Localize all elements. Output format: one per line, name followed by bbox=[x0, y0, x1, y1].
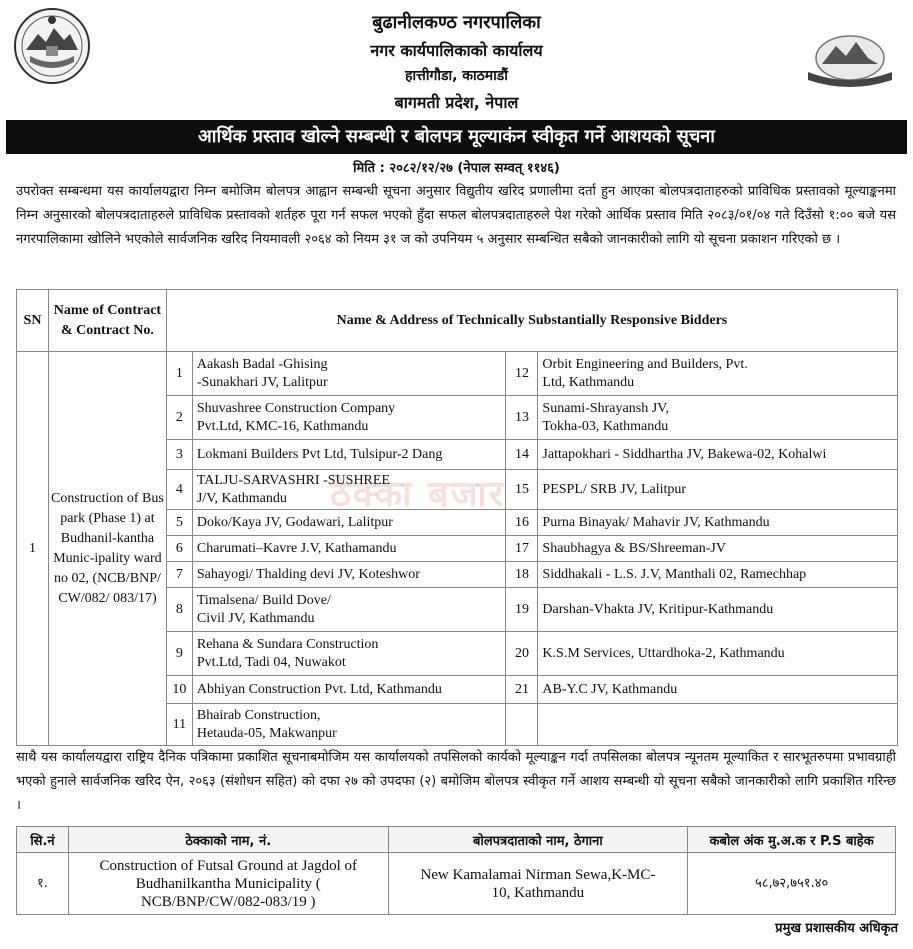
col-header-contract: Name of Contract & Contract No. bbox=[48, 290, 166, 352]
bidder-number: 9 bbox=[166, 632, 192, 676]
bidder-number: 6 bbox=[166, 536, 192, 562]
award-sn: १. bbox=[17, 853, 69, 915]
bidder-name: Rehana & Sundara Construction Pvt.Ltd, Tadi 04, Nuwakot bbox=[192, 632, 506, 676]
bidder-number: 11 bbox=[166, 704, 192, 746]
contract-name: Construction of Bus park (Phase 1) at Budhanil-kantha Munic-ipality ward no 02, (NCB/BNP/ CW/082/ 083/17) bbox=[48, 352, 166, 746]
intent-paragraph: साथै यस कार्यालयद्वारा राष्ट्रिय दैनिक पत्रिकामा प्रकाशित सूचनाबमोजिम यस कार्यालयको तपसिलको कार्यको मूल्याङ्कन गर्दा तपसिलका बोलपत्र न्यूनतम मूल्याकित र सारभूतरुपमा प्रभावग्राही भएको हुनाले सार्वजनिक खरिद ऐन, २०६३ (संशोधन सहित) को दफा २७ को उपदफा (२) बमोजिम बोलपत्र स्वीकृत गर्ने आशय सम्बन्धी यो सूचना सबैको जानकारीको लागि प्रकाशित गरिन्छ । bbox=[16, 750, 896, 813]
bidder-name bbox=[538, 704, 898, 746]
bidder-name: Jattapokhari - Siddhartha JV, Bakewa-02, Kohalwi bbox=[538, 440, 898, 470]
bidder-number: 19 bbox=[506, 588, 538, 632]
bidder-number: 1 bbox=[166, 352, 192, 396]
bidder-name: AB-Y.C JV, Kathmandu bbox=[538, 676, 898, 704]
notice-title: आर्थिक प्रस्ताव खोल्ने सम्बन्धी र बोलपत्र मूल्याकंन स्वीकृत गर्ने आशयको सूचना bbox=[6, 120, 907, 154]
bidder-name: Darshan-Vhakta JV, Kritipur-Kathmandu bbox=[538, 588, 898, 632]
bidder-name: Shuvashree Construction Company Pvt.Ltd, KMC-16, Kathmandu bbox=[192, 396, 506, 440]
award-bidder: New Kamalamai Nirman Sewa,K-MC-10, Kathmandu bbox=[388, 853, 688, 915]
bidder-number: 18 bbox=[506, 562, 538, 588]
bidder-number: 3 bbox=[166, 440, 192, 470]
bidder-name: Doko/Kaya JV, Godawari, Lalitpur bbox=[192, 510, 506, 536]
bidder-number: 13 bbox=[506, 396, 538, 440]
bidder-number: 8 bbox=[166, 588, 192, 632]
bidder-number: 4 bbox=[166, 470, 192, 510]
signatory-title: प्रमुख प्रशासकीय अधिकृत bbox=[775, 921, 898, 936]
bidder-number: 17 bbox=[506, 536, 538, 562]
bidder-number: 20 bbox=[506, 632, 538, 676]
intro-paragraph: उपरोक्त सम्बन्धमा यस कार्यालयद्वारा निम्न बमोजिम बोलपत्र आह्वान सम्बन्धी सूचना अनुसार विद्युतीय खरिद प्रणालीमा दर्ता हुन आएका बोलपत्रदाताहरुको प्राविधिक प्रस्तावको मूल्याङ्कनमा निम्न अनुसारको बोलपत्रदाताहरुले प्राविधिक प्रस्तावको शर्तहरु पूरा गर्न सफल भएको हुँदा सफल बोलपत्रदाताहरुले पेश गरेको आर्थिक प्रस्ताव मिति २०८३/०१/०४ गते दिउँसो १:०० बजे यस नगरपालिकामा खोलिने भएकोले सार्वजनिक खरिद नियमावली २०६४ को नियम ३१ ज को उपनियम ५ अनुसार सम्बन्धित सबैको जानकारीको लागि यो सूचना प्रकाशन गरिएको छ । bbox=[16, 184, 896, 247]
bidder-number: 10 bbox=[166, 676, 192, 704]
bidder-name: PESPL/ SRB JV, Lalitpur bbox=[538, 470, 898, 510]
notice-date: मिति : २०८२/१२/२७ (नेपाल सम्वत् ११४६) bbox=[353, 161, 560, 176]
bidder-name: Siddhakali - L.S. J.V, Manthali 02, Ramechhap bbox=[538, 562, 898, 588]
bidder-name: Abhiyan Construction Pvt. Ltd, Kathmandu bbox=[192, 676, 506, 704]
bidder-name: TALJU-SARVASHRI -SUSHREE J/V, Kathmandu bbox=[192, 470, 506, 510]
bidder-name: Sunami-Shrayansh JV, Tokha-03, Kathmandu bbox=[538, 396, 898, 440]
col-header-bidders: Name & Address of Technically Substantially Responsive Bidders bbox=[166, 290, 897, 352]
bidder-name: Orbit Engineering and Builders, Pvt. Ltd, Kathmandu bbox=[538, 352, 898, 396]
bidder-name: Charumati–Kavre J.V, Kathamandu bbox=[192, 536, 506, 562]
bidder-name: Aakash Badal -Ghising -Sunakhari JV, Lalitpur bbox=[192, 352, 506, 396]
office-address: हात्तीगौडा, काठमाडौं bbox=[405, 68, 508, 84]
office-name: नगर कार्यपालिकाको कार्यालय bbox=[370, 41, 543, 60]
bidder-name: Timalsena/ Build Dove/ Civil JV, Kathmandu bbox=[192, 588, 506, 632]
bidder-name: Bhairab Construction, Hetauda-05, Makwanpur bbox=[192, 704, 506, 746]
contract-sn: 1 bbox=[17, 352, 49, 746]
col-header-sn: सि.नं bbox=[17, 827, 69, 853]
bidder-number: 16 bbox=[506, 510, 538, 536]
bidder-number: 15 bbox=[506, 470, 538, 510]
bidder-name: Sahayogi/ Thalding devi JV, Koteshwor bbox=[192, 562, 506, 588]
col-header-amount: कबोल अंक मु.अ.क र P.S बाहेक bbox=[688, 827, 896, 853]
award-contract: Construction of Futsal Ground at Jagdol of Budhanilkantha Municipality ( NCB/BNP/CW/082-083/19 ) bbox=[68, 853, 388, 915]
col-header-contract: ठेक्काको नाम, नं. bbox=[68, 827, 388, 853]
bidder-name: Purna Binayak/ Mahavir JV, Kathmandu bbox=[538, 510, 898, 536]
bidder-number: 5 bbox=[166, 510, 192, 536]
municipality-name: बुढानीलकण्ठ नगरपालिका bbox=[372, 12, 541, 33]
bidder-name: Shaubhagya & BS/Shreeman-JV bbox=[538, 536, 898, 562]
col-header-bidder: बोलपत्रदाताको नाम, ठेगाना bbox=[388, 827, 688, 853]
bidder-name: K.S.M Services, Uttardhoka-2, Kathmandu bbox=[538, 632, 898, 676]
bidder-number bbox=[506, 704, 538, 746]
letterhead bbox=[0, 0, 913, 118]
award-amount: ५८,७२,७५१.४० bbox=[688, 853, 896, 915]
bidder-name: Lokmani Builders Pvt Ltd, Tulsipur-2 Dang bbox=[192, 440, 506, 470]
col-header-sn: SN bbox=[17, 290, 49, 352]
bidder-number: 2 bbox=[166, 396, 192, 440]
award-table bbox=[16, 826, 896, 915]
bidder-number: 7 bbox=[166, 562, 192, 588]
bidder-number: 21 bbox=[506, 676, 538, 704]
province-name: बागमती प्रदेश, नेपाल bbox=[394, 93, 519, 112]
bidder-number: 14 bbox=[506, 440, 538, 470]
bidder-number: 12 bbox=[506, 352, 538, 396]
watermark: ठेक्का बजार bbox=[330, 474, 506, 515]
bidders-table bbox=[16, 289, 898, 746]
